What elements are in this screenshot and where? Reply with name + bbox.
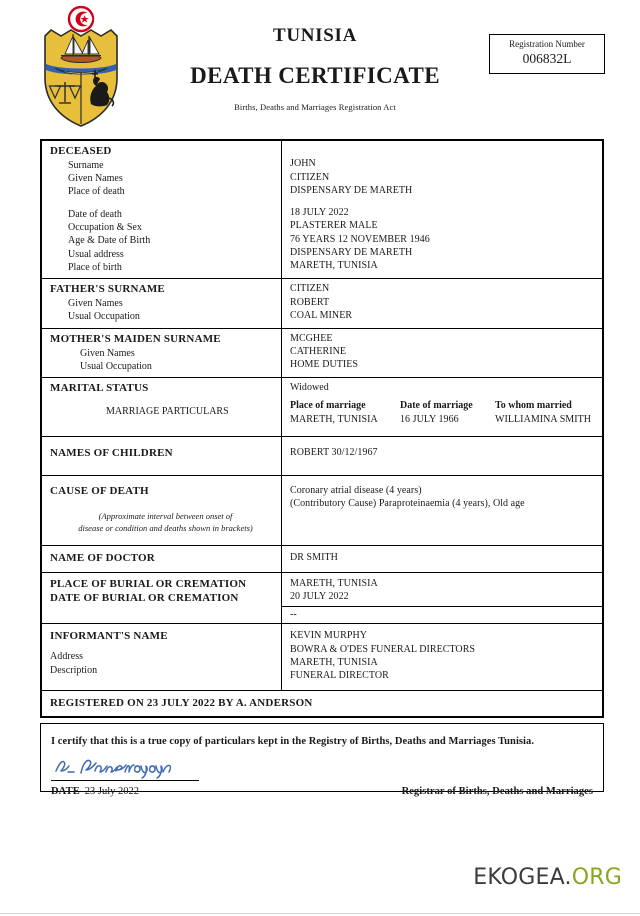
section-title-date-of-burial: DATE OF BURIAL OR CREMATION: [50, 592, 239, 605]
value-given-names: CITIZEN: [290, 171, 330, 183]
certification-statement: I certify that this is a true copy of particulars kept in the Registry of Births, Deaths and Marriages Tunisia.: [51, 736, 534, 747]
label-place-of-death: Place of death: [68, 186, 125, 198]
table-row-mother: [42, 328, 603, 377]
country-title: TUNISIA: [272, 25, 358, 46]
label-informant-description: Description: [50, 664, 98, 676]
table-row-deceased: [42, 141, 603, 279]
value-informant-organisation: BOWRA & O'DES FUNERAL DIRECTORS: [290, 643, 476, 655]
page-title: DEATH CERTIFICATE: [190, 62, 440, 88]
label-age-dob: Age & Date of Birth: [68, 235, 151, 247]
spacer: [50, 199, 281, 208]
certification-date: [51, 781, 139, 799]
certificate-table: [40, 139, 604, 718]
value-date-of-death: 18 JULY 2022: [290, 207, 349, 219]
value-place-of-marriage: MARETH, TUNISIA: [290, 413, 378, 425]
label-informant-address: Address: [50, 651, 84, 663]
label-mother-occupation: Usual Occupation: [80, 360, 152, 372]
value-to-whom-married: WILLIAMINA SMITH: [495, 413, 592, 425]
registered-statement: REGISTERED ON 23 JULY 2022 BY A. ANDERSON: [50, 696, 313, 709]
section-title-deceased: DECEASED: [50, 145, 112, 157]
logo-text-org: ORG: [571, 865, 622, 890]
marriage-particulars-values: [290, 413, 602, 426]
label-date-of-death: Date of death: [68, 208, 122, 220]
section-title-children: NAMES OF CHILDREN: [50, 447, 173, 460]
value-marital-status: Widowed: [290, 382, 329, 394]
value-usual-address: DISPENSARY DE MARETH: [290, 247, 413, 259]
table-row-marital-status: [42, 378, 603, 437]
value-place-of-birth: MARETH, TUNISIA: [290, 260, 378, 272]
value-father-surname: CITIZEN: [290, 283, 330, 295]
cause-of-death-note: [50, 511, 281, 535]
value-doctor: DR SMITH: [290, 551, 338, 563]
value-cause-of-death-line1: Coronary atrial disease (4 years): [290, 485, 422, 497]
value-children: ROBERT 30/12/1967: [290, 447, 378, 459]
value-place-of-burial: MARETH, TUNISIA: [290, 577, 378, 589]
value-age-dob: 76 YEARS 12 NOVEMBER 1946: [290, 233, 430, 245]
label-given-names: Given Names: [68, 173, 123, 185]
table-row-cause-of-death: [42, 476, 603, 546]
registration-number-label: Registration Number: [509, 39, 585, 49]
cause-of-death-note-line2: disease or condition and deaths shown in brackets): [78, 522, 253, 533]
value-occupation-sex: PLASTERER MALE: [290, 220, 378, 232]
value-informant-name: KEVIN MURPHY: [290, 630, 367, 642]
table-row-children: [42, 437, 603, 476]
label-father-given-names: Given Names: [68, 298, 123, 310]
label-occupation-sex: Occupation & Sex: [68, 222, 142, 234]
table-row-burial: [42, 572, 603, 624]
section-title-mother: MOTHER'S MAIDEN SURNAME: [50, 332, 221, 345]
date-label: DATE: [51, 786, 80, 797]
header-to-whom-married: To whom married: [495, 400, 572, 412]
table-row-doctor: [42, 545, 603, 572]
act-subtitle: Births, Deaths and Marriages Registration Act: [234, 102, 396, 113]
logo-text-dot: .: [564, 865, 572, 890]
table-row-registered: [42, 690, 603, 716]
section-title-informant: INFORMANT'S NAME: [50, 630, 168, 643]
label-place-of-birth: Place of birth: [68, 261, 122, 273]
spacer: [290, 197, 602, 206]
value-surname: JOHN: [290, 158, 316, 170]
registration-number-value: 006832L: [522, 50, 572, 66]
label-mother-given-names: Given Names: [80, 347, 135, 359]
ekogea-logo[interactable]: [473, 865, 622, 890]
tunisia-coat-of-arms-icon: [35, 6, 127, 128]
header-date-of-marriage: Date of marriage: [400, 400, 473, 412]
value-mother-maiden-surname: MCGHEE: [290, 332, 333, 344]
registration-number-box: [489, 34, 605, 74]
label-marriage-particulars: MARRIAGE PARTICULARS: [106, 405, 229, 417]
table-row-father: [42, 279, 603, 328]
value-date-of-burial: 20 JULY 2022: [290, 590, 349, 602]
section-title-place-of-burial: PLACE OF BURIAL OR CREMATION: [50, 577, 247, 590]
date-value: 23 July 2022: [84, 786, 140, 797]
cause-of-death-note-line1: (Approximate interval between onset of: [98, 510, 233, 521]
certificate-header: [0, 0, 640, 136]
value-date-of-marriage: 16 JULY 1966: [400, 413, 459, 425]
title-block: [150, 26, 480, 112]
label-usual-address: Usual address: [68, 248, 124, 260]
section-title-father: FATHER'S SURNAME: [50, 283, 165, 296]
value-informant-description: FUNERAL DIRECTOR: [290, 670, 389, 682]
section-title-marital-status: MARITAL STATUS: [50, 382, 149, 395]
spacer: [50, 396, 281, 405]
header-place-of-marriage: Place of marriage: [290, 400, 366, 412]
value-cause-of-death-line2: (Contributory Cause) Paraproteinaemia (4 years), Old age: [290, 498, 525, 510]
value-mother-given-names: CATHERINE: [290, 345, 347, 357]
value-mother-occupation: HOME DUTIES: [290, 359, 359, 371]
footer-divider: [0, 913, 640, 914]
value-father-given-names: ROBERT: [290, 296, 330, 308]
marriage-particulars-headers: [290, 399, 602, 413]
label-surname: Surname: [68, 159, 104, 171]
certification-box: [40, 723, 604, 797]
value-burial-extra: --: [290, 609, 297, 621]
value-father-occupation: COAL MINER: [290, 309, 353, 321]
section-title-doctor: NAME OF DOCTOR: [50, 551, 155, 564]
label-father-occupation: Usual Occupation: [68, 311, 140, 323]
section-title-cause-of-death: CAUSE OF DEATH: [50, 485, 149, 498]
certification-footer: [41, 781, 603, 799]
registrar-title: Registrar of Births, Deaths and Marriages: [401, 786, 593, 797]
value-place-of-death: DISPENSARY DE MARETH: [290, 184, 413, 196]
value-informant-address: MARETH, TUNISIA: [290, 656, 378, 668]
logo-text-main: EKOGEA: [473, 865, 565, 890]
table-row-informant: [42, 624, 603, 690]
